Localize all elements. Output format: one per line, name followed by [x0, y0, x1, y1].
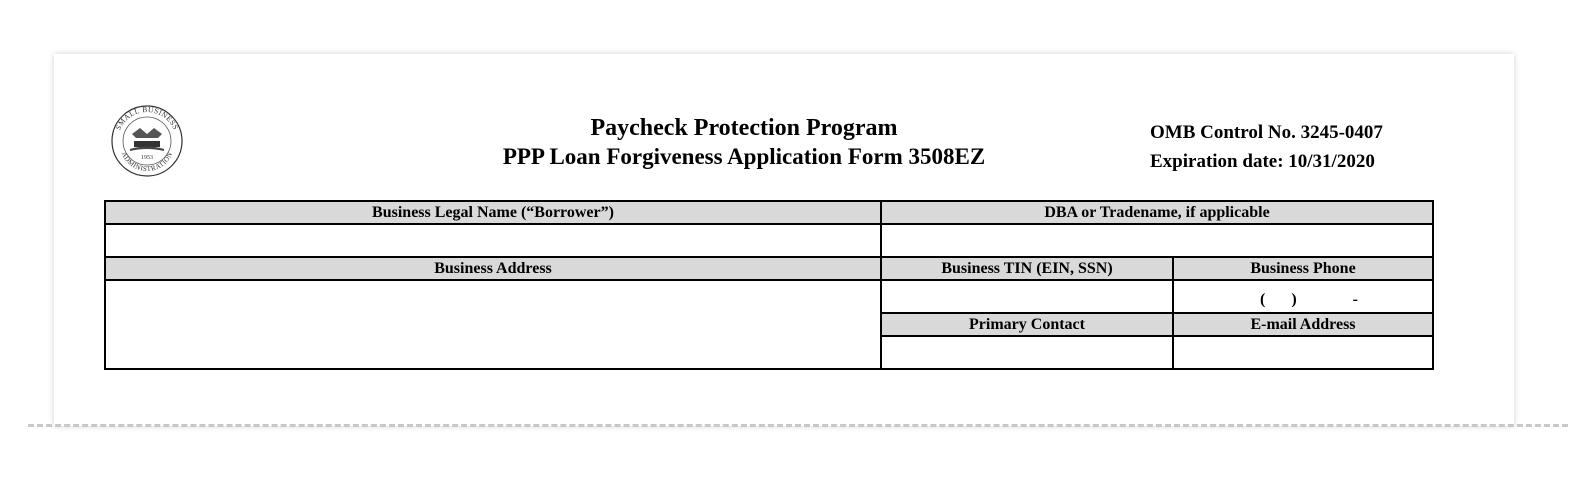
svg-text:1953: 1953 [141, 155, 153, 161]
page-break-divider [28, 424, 1568, 427]
dba-label: DBA or Tradename, if applicable [881, 201, 1433, 224]
svg-text:SMALL BUSINESS: SMALL BUSINESS [113, 104, 181, 132]
phone-label: Business Phone [1173, 257, 1433, 280]
form-title-block [434, 114, 1054, 172]
email-label: E-mail Address [1173, 313, 1433, 336]
tin-label: Business TIN (EIN, SSN) [881, 257, 1173, 280]
omb-info [1150, 118, 1450, 176]
borrower-info-table [104, 200, 1434, 370]
phone-open-paren: ( [1260, 291, 1266, 308]
omb-control-number: OMB Control No. 3245-0407 [1150, 122, 1383, 143]
form-subtitle: PPP Loan Forgiveness Application Form 3508EZ [502, 144, 986, 169]
program-title: Paycheck Protection Program [590, 115, 898, 141]
tin-field[interactable] [881, 280, 1173, 313]
sba-seal-logo [110, 104, 184, 178]
legal-name-label: Business Legal Name (“Borrower”) [105, 201, 881, 224]
document-page [54, 54, 1514, 426]
address-field[interactable] [105, 280, 881, 369]
phone-field[interactable] [1173, 280, 1433, 313]
phone-dash: - [1352, 291, 1358, 308]
phone-close-paren: ) [1291, 291, 1297, 308]
legal-name-field[interactable] [105, 224, 881, 257]
primary-contact-label: Primary Contact [881, 313, 1173, 336]
address-label: Business Address [105, 257, 881, 280]
email-field[interactable] [1173, 336, 1433, 369]
dba-field[interactable] [881, 224, 1433, 257]
svg-text:ADMINISTRATION: ADMINISTRATION [119, 150, 175, 174]
primary-contact-field[interactable] [881, 336, 1173, 369]
expiration-date: Expiration date: 10/31/2020 [1150, 151, 1375, 172]
